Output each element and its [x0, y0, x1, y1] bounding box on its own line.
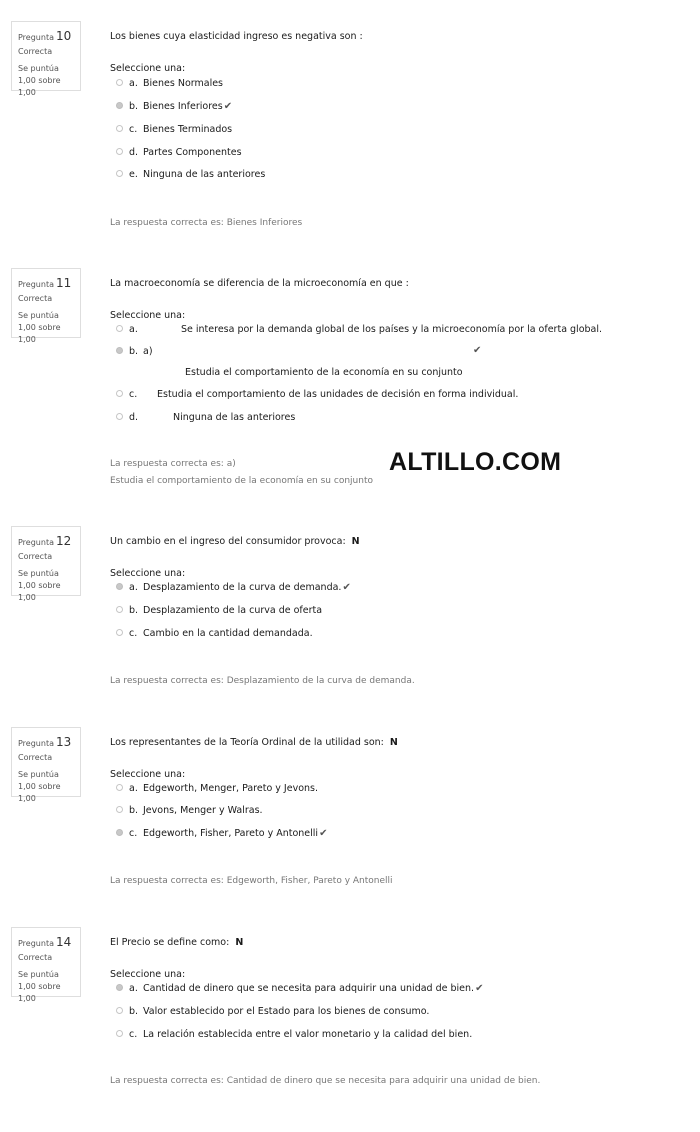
check-icon: ✔: [473, 345, 482, 356]
feedback-answer: Cantidad de dinero que se necesita para adquirir una unidad de bien.: [226, 1076, 541, 1086]
answer-option[interactable]: [116, 346, 153, 357]
option-letter: a.: [129, 783, 138, 794]
option-text: Cantidad de dinero que se necesita para adquirir una unidad de bien.: [143, 983, 475, 994]
feedback-answer: a): [226, 459, 236, 469]
question-info: [11, 727, 81, 803]
option-text: Jevons, Menger y Walras.: [143, 805, 263, 816]
option-text: Edgeworth, Menger, Pareto y Jevons.: [143, 783, 318, 794]
radio-icon[interactable]: [116, 325, 123, 332]
answer-option[interactable]: [116, 805, 263, 816]
correct-answer-feedback: [110, 459, 236, 469]
radio-icon[interactable]: [116, 606, 123, 613]
answer-option[interactable]: [116, 983, 483, 994]
select-prompt: Seleccione una:: [110, 568, 186, 579]
question-state: Correcta: [18, 953, 53, 962]
answer-option[interactable]: [116, 1006, 429, 1017]
radio-icon[interactable]: [116, 1030, 123, 1037]
question-text: [110, 31, 363, 42]
option-text: Partes Componentes: [143, 147, 242, 158]
option-letter: b.: [129, 101, 139, 112]
radio-icon[interactable]: [116, 79, 123, 86]
radio-icon[interactable]: [116, 629, 123, 636]
feedback-prefix: La respuesta correcta es:: [110, 459, 227, 469]
select-prompt: Seleccione una:: [110, 969, 186, 980]
check-icon: ✔: [342, 582, 351, 593]
option-letter: c.: [129, 389, 138, 400]
option-letter: b.: [129, 1006, 139, 1017]
question-label: Pregunta: [18, 939, 54, 948]
feedback-answer: Bienes Inferiores: [226, 218, 303, 228]
feedback-answer: Desplazamiento de la curva de demanda.: [226, 676, 415, 686]
question-number: 12: [55, 534, 72, 548]
option-text: Bienes Normales: [143, 78, 224, 89]
answer-option[interactable]: [116, 124, 232, 135]
option-letter: b.: [129, 605, 139, 616]
question-text: [110, 737, 398, 748]
option-text: Ninguna de las anteriores: [173, 412, 296, 423]
question-label: Pregunta: [18, 33, 54, 42]
question-label: Pregunta: [18, 280, 54, 289]
question-text-body: El Precio se define como:: [110, 937, 230, 948]
option-text: Valor establecido por el Estado para los bienes de consumo.: [143, 1006, 430, 1017]
option-letter: b.: [129, 346, 139, 357]
option-letter: c.: [129, 124, 138, 135]
question-number-row: [18, 735, 74, 749]
option-letter: c.: [129, 628, 138, 639]
radio-icon[interactable]: [116, 102, 123, 109]
option-letter: e.: [129, 169, 138, 180]
select-prompt: Seleccione una:: [110, 63, 186, 74]
option-text: Edgeworth, Fisher, Pareto y Antonelli: [143, 828, 319, 839]
question-grade: Se puntúa 1,00 sobre 1,00: [18, 970, 61, 1003]
option-text: Bienes Inferiores: [143, 101, 223, 112]
question-text-body: Los bienes cuya elasticidad ingreso es negativa son :: [110, 31, 363, 42]
feedback-prefix: La respuesta correcta es:: [110, 676, 227, 686]
option-text: Estudia el comportamiento de las unidades de decisión en forma individual.: [157, 389, 519, 400]
option-text: La relación establecida entre el valor monetario y la calidad del bien.: [143, 1029, 473, 1040]
question-number-row: [18, 935, 74, 949]
question-number-row: [18, 29, 74, 43]
answer-option[interactable]: [116, 169, 265, 180]
select-prompt: Seleccione una:: [110, 769, 186, 780]
feedback-answer: Edgeworth, Fisher, Pareto y Antonelli: [226, 876, 393, 886]
question-state: Correcta: [18, 753, 53, 762]
radio-icon[interactable]: [116, 583, 123, 590]
question-text: [110, 937, 243, 948]
question-number: 13: [55, 735, 72, 749]
option-letter: c.: [129, 1029, 138, 1040]
question-grade: Se puntúa 1,00 sobre 1,00: [18, 311, 61, 344]
feedback-prefix: La respuesta correcta es:: [110, 876, 227, 886]
question-mark: N: [389, 737, 398, 748]
radio-icon[interactable]: [116, 829, 123, 836]
answer-option[interactable]: [116, 324, 602, 335]
answer-option[interactable]: [116, 78, 223, 89]
answer-option[interactable]: [116, 582, 351, 593]
answer-option[interactable]: [116, 412, 295, 423]
question-info: [11, 268, 81, 344]
option-letter: d.: [129, 412, 139, 423]
option-text: Ninguna de las anteriores: [143, 169, 266, 180]
correct-answer-feedback: [110, 1076, 540, 1086]
question-state: Correcta: [18, 294, 53, 303]
option-letter: a.: [129, 78, 138, 89]
question-state: Correcta: [18, 552, 53, 561]
radio-icon[interactable]: [116, 984, 123, 991]
correct-answer-feedback: [110, 676, 415, 686]
radio-icon[interactable]: [116, 806, 123, 813]
question-text: [110, 536, 360, 547]
question-number-row: [18, 534, 74, 548]
answer-option[interactable]: [116, 628, 313, 639]
answer-option[interactable]: [116, 605, 322, 616]
answer-option[interactable]: [116, 389, 518, 400]
answer-option[interactable]: [116, 147, 242, 158]
answer-option[interactable]: [116, 101, 232, 112]
option-text-continued: Estudia el comportamiento de la economía en su conjunto: [185, 367, 463, 378]
option-letter: d.: [129, 147, 139, 158]
feedback-answer-continued: Estudia el comportamiento de la economía en su conjunto: [110, 476, 373, 486]
question-number: 11: [55, 276, 72, 290]
question-mark: N: [351, 536, 360, 547]
question-mark: N: [235, 937, 244, 948]
option-letter: a.: [129, 983, 138, 994]
correct-answer-feedback: [110, 218, 302, 228]
check-icon: ✔: [475, 983, 484, 994]
question-grade: Se puntúa 1,00 sobre 1,00: [18, 770, 61, 803]
question-grade: Se puntúa 1,00 sobre 1,00: [18, 569, 61, 602]
check-icon: ✔: [223, 101, 233, 112]
question-number-row: [18, 276, 74, 290]
option-text: Cambio en la cantidad demandada.: [143, 628, 313, 639]
check-icon: ✔: [319, 828, 328, 839]
question-state: Correcta: [18, 47, 53, 56]
answer-option[interactable]: [116, 828, 327, 839]
radio-icon[interactable]: [116, 125, 123, 132]
select-prompt: Seleccione una:: [110, 310, 186, 321]
option-letter: a.: [129, 582, 138, 593]
answer-option[interactable]: [116, 783, 318, 794]
correct-answer-feedback: [110, 876, 393, 886]
option-text: a): [143, 346, 153, 357]
question-label: Pregunta: [18, 739, 54, 748]
radio-icon[interactable]: [116, 784, 123, 791]
watermark: ALTILLO.COM: [389, 448, 562, 476]
question-text: [110, 278, 409, 289]
feedback-prefix: La respuesta correcta es:: [110, 218, 227, 228]
option-letter: b.: [129, 805, 139, 816]
option-letter: a.: [129, 324, 138, 335]
option-letter: c.: [129, 828, 138, 839]
option-text: Desplazamiento de la curva de demanda.: [143, 582, 342, 593]
question-label: Pregunta: [18, 538, 54, 547]
question-info: [11, 526, 81, 602]
option-text: Desplazamiento de la curva de oferta: [143, 605, 323, 616]
option-text: Se interesa por la demanda global de los países y la microeconomía por la oferta global.: [181, 324, 603, 335]
answer-option[interactable]: [116, 1029, 472, 1040]
radio-icon[interactable]: [116, 170, 123, 177]
question-info: [11, 21, 81, 97]
question-grade: Se puntúa 1,00 sobre 1,00: [18, 64, 61, 97]
feedback-prefix: La respuesta correcta es:: [110, 1076, 227, 1086]
radio-icon[interactable]: [116, 390, 123, 397]
radio-icon[interactable]: [116, 347, 123, 354]
question-text-body: Un cambio en el ingreso del consumidor provoca:: [110, 536, 346, 547]
question-text-body: La macroeconomía se diferencia de la microeconomía en que :: [110, 278, 409, 289]
question-text-body: Los representantes de la Teoría Ordinal de la utilidad son:: [110, 737, 384, 748]
question-info: [11, 927, 81, 1003]
radio-icon[interactable]: [116, 413, 123, 420]
question-number: 10: [55, 29, 72, 43]
radio-icon[interactable]: [116, 148, 123, 155]
option-text: Bienes Terminados: [143, 124, 233, 135]
question-number: 14: [55, 935, 72, 949]
radio-icon[interactable]: [116, 1007, 123, 1014]
